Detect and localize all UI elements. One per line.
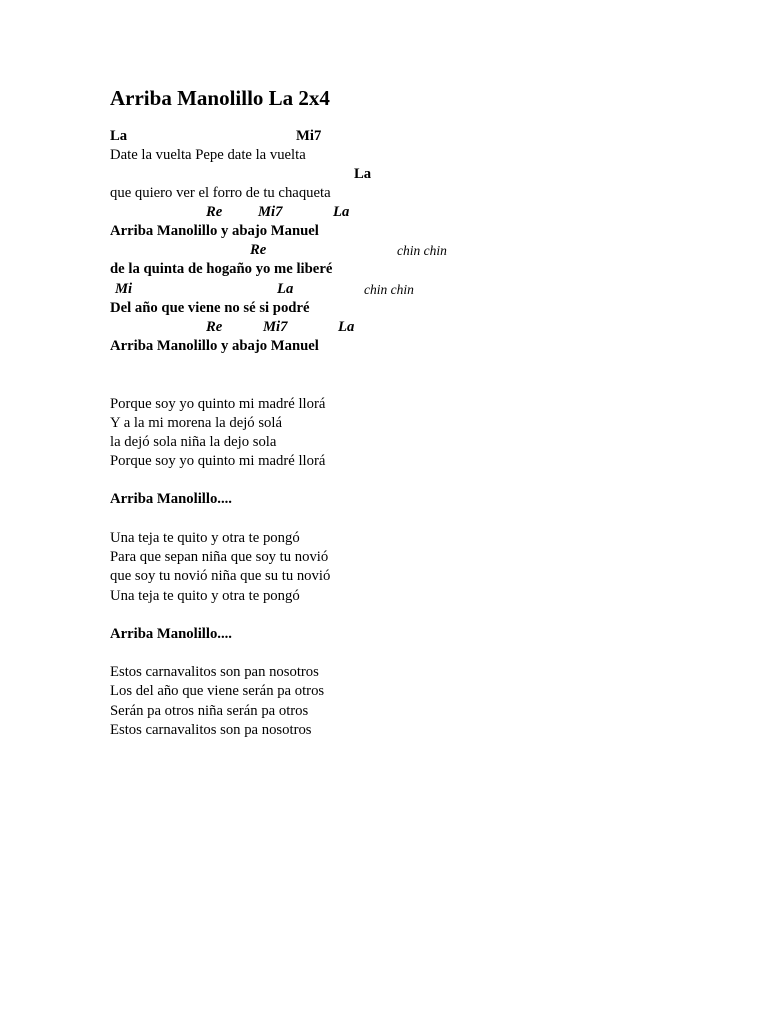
- chord-mi7: Mi7: [263, 319, 288, 335]
- lyric-line: Estos carnavalitos son pa nosotros: [110, 722, 312, 738]
- chord-la: La: [333, 204, 350, 220]
- lyric-line: Arriba Manolillo y abajo Manuel: [110, 223, 319, 239]
- chin-chin-note: chin chin: [397, 243, 447, 258]
- lyric-line: Porque soy yo quinto mi madré llorá: [110, 453, 326, 469]
- lyric-line: Del año que viene no sé si podré: [110, 300, 310, 316]
- lyric-line: Estos carnavalitos son pan nosotros: [110, 664, 319, 680]
- lyric-line: que soy tu novió niña que su tu novió: [110, 568, 331, 584]
- chord-re: Re: [206, 319, 223, 335]
- lyric-line: Arriba Manolillo y abajo Manuel: [110, 338, 319, 354]
- chord-la: La: [110, 128, 128, 144]
- lyric-line: Serán pa otros niña serán pa otros: [110, 703, 309, 719]
- lyric-line: Una teja te quito y otra te pongó: [110, 588, 300, 604]
- lyric-line: la dejó sola niña la dejo sola: [110, 434, 277, 450]
- chord-mi7: Mi7: [258, 204, 283, 220]
- lyric-line: Porque soy yo quinto mi madré llorá: [110, 396, 326, 412]
- lyric-line: Y a la mi morena la dejó solá: [110, 415, 282, 431]
- lyric-line: de la quinta de hogaño yo me liberé: [110, 261, 333, 277]
- lyric-line: Los del año que viene serán pa otros: [110, 683, 325, 699]
- chord-mi: Mi: [115, 281, 133, 297]
- lyric-line: Una teja te quito y otra te pongó: [110, 530, 300, 546]
- refrain-line: Arriba Manolillo....: [110, 491, 232, 507]
- chord-la: La: [277, 281, 294, 297]
- chord-re: Re: [206, 204, 223, 220]
- chin-chin-note: chin chin: [364, 282, 414, 297]
- chord-mi7: Mi7: [296, 128, 322, 144]
- chord-re: Re: [250, 242, 267, 258]
- refrain-line: Arriba Manolillo....: [110, 626, 232, 642]
- chord-la: La: [338, 319, 355, 335]
- lyric-line: Date la vuelta Pepe date la vuelta: [110, 147, 306, 163]
- lyric-line: Para que sepan niña que soy tu novió: [110, 549, 329, 565]
- song-title: Arriba Manolillo La 2x4: [110, 86, 330, 110]
- chord-la: La: [354, 166, 372, 182]
- lyric-line: que quiero ver el forro de tu chaqueta: [110, 185, 331, 201]
